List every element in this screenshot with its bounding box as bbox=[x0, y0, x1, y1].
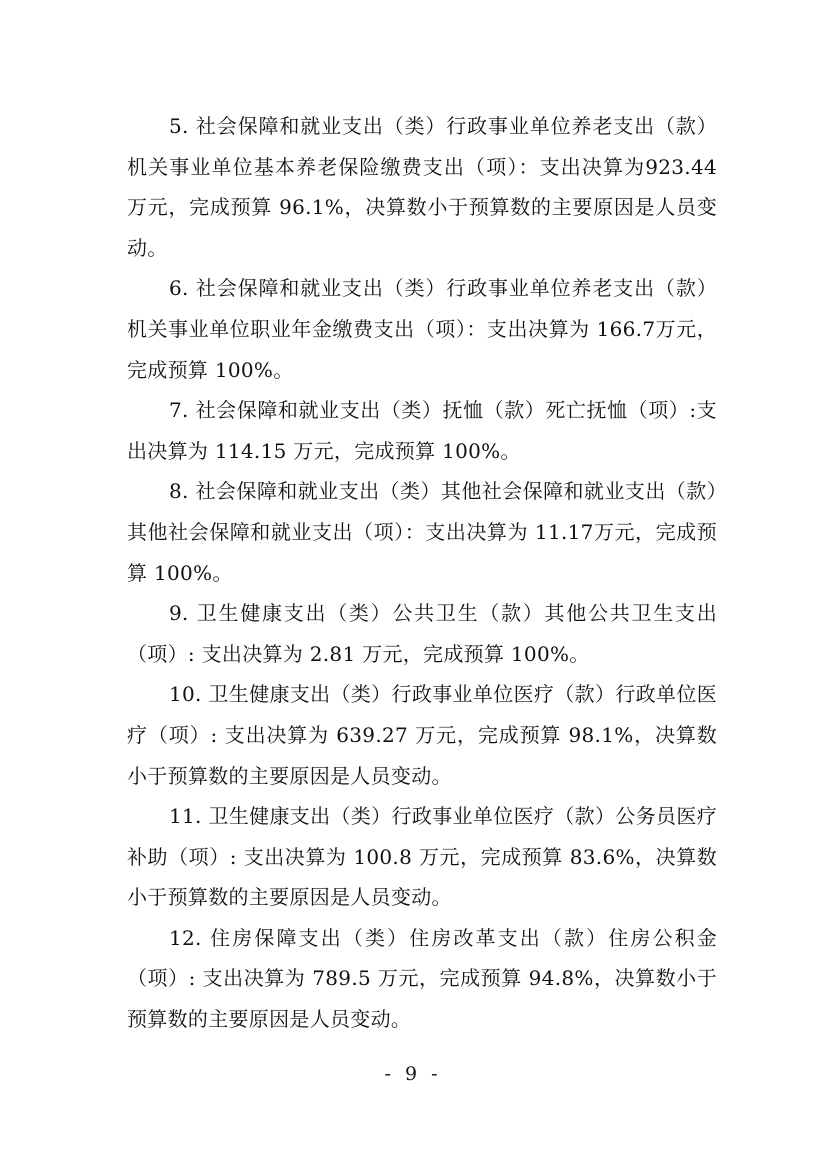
paragraph-item-12: 12. 住房保障支出（类）住房改革支出（款）住房公积金（项）: 支出决算为 789.5 万元，完成预算 94.8%，决算数小于预算数的主要原因是人员变动。 bbox=[127, 925, 717, 1032]
paragraph-item-7: 7. 社会保障和就业支出（类）抚恤（款）死亡抚恤（项）:支出决算为 114.15 万元，完成预算 100%。 bbox=[127, 398, 717, 463]
paragraph-item-8: 8. 社会保障和就业支出（类）其他社会保障和就业支出（款）其他社会保障和就业支出（项）：支出决算为 11.17万元，完成预算 100%。 bbox=[127, 479, 717, 585]
paragraph-item-5: 5. 社会保障和就业支出（类）行政事业单位养老支出（款）机关事业单位基本养老保险缴费支出（项）：支出决算为923.44 万元，完成预算 96.1%，决算数小于预算数的主要原因是人员变动。 bbox=[127, 114, 717, 260]
paragraph-item-6: 6. 社会保障和就业支出（类）行政事业单位养老支出（款）机关事业单位职业年金缴费支出（项）：支出决算为 166.7万元，完成预算 100%。 bbox=[127, 276, 717, 382]
paragraph-item-11: 11. 卫生健康支出（类）行政事业单位医疗（款）公务员医疗补助（项）: 支出决算为 100.8 万元，完成预算 83.6%，决算数小于预算数的主要原因是人员变动。 bbox=[127, 804, 717, 910]
page-number: - 9 - bbox=[384, 1063, 442, 1085]
paragraph-item-9: 9. 卫生健康支出（类）公共卫生（款）其他公共卫生支出（项）: 支出决算为 2.81 万元，完成预算 100%。 bbox=[127, 601, 717, 666]
document-body bbox=[127, 106, 717, 1040]
paragraph-item-10: 10. 卫生健康支出（类）行政事业单位医疗（款）行政单位医疗（项）: 支出决算为 639.27 万元，完成预算 98.1%，决算数小于预算数的主要原因是人员变动。 bbox=[127, 682, 717, 788]
